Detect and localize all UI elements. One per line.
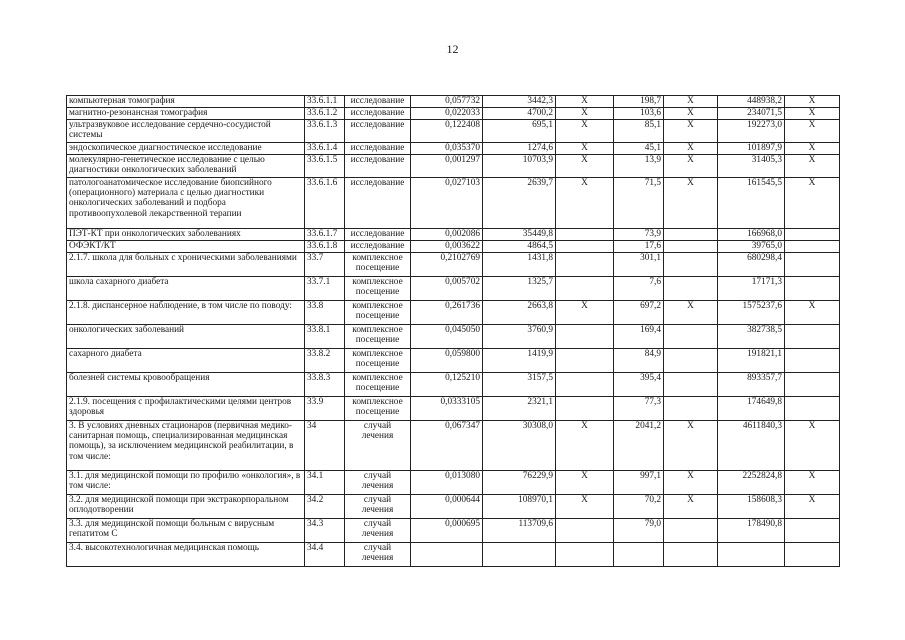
table-row xyxy=(67,229,840,241)
row-code: 34.3 xyxy=(305,519,345,543)
row-x-mark: X xyxy=(556,143,614,155)
row-unit: комплексное посещение xyxy=(345,325,411,349)
table-row xyxy=(67,373,840,397)
row-name: 2.1.9. посещения с профилактическими целями центров здоровья xyxy=(67,397,305,421)
row-name: патологоанатомическое исследование биопсийного (операционного) материала с целью диагностики онкологических заболеваний и подбора противоопухолевой лекарственной терапии xyxy=(67,178,305,229)
table-row xyxy=(67,397,840,421)
row-unit: исследование xyxy=(345,155,411,178)
row-code: 33.9 xyxy=(305,397,345,421)
row-name: школа сахарного диабета xyxy=(67,277,305,301)
row-x-mark xyxy=(664,253,718,277)
row-x-mark xyxy=(785,241,840,253)
row-cost: 3760,9 xyxy=(483,325,556,349)
row-x-mark: X xyxy=(664,120,718,143)
row-x-mark: X xyxy=(664,143,718,155)
row-norm: 0,005702 xyxy=(411,277,483,301)
row-norm: 0,013080 xyxy=(411,471,483,495)
row-x-mark: X xyxy=(664,108,718,120)
table-row xyxy=(67,143,840,155)
row-unit: исследование xyxy=(345,241,411,253)
row-volume: 198,7 xyxy=(614,96,664,108)
row-x-mark xyxy=(664,277,718,301)
row-volume: 77,3 xyxy=(614,397,664,421)
table-row xyxy=(67,301,840,325)
row-x-mark: X xyxy=(556,96,614,108)
row-x-mark: X xyxy=(785,178,840,229)
row-x-mark xyxy=(556,253,614,277)
row-name: онкологических заболеваний xyxy=(67,325,305,349)
row-norm: 0,125210 xyxy=(411,373,483,397)
row-volume: 79,0 xyxy=(614,519,664,543)
table-row xyxy=(67,108,840,120)
row-name: 3.1. для медицинской помощи по профилю «онкология», в том числе: xyxy=(67,471,305,495)
row-x-mark: X xyxy=(785,108,840,120)
row-x-mark: X xyxy=(785,120,840,143)
row-cost: 1431,8 xyxy=(483,253,556,277)
row-volume xyxy=(614,543,664,567)
row-x-mark: X xyxy=(785,96,840,108)
row-name: болезней системы кровообращения xyxy=(67,373,305,397)
row-total: 39765,0 xyxy=(718,241,785,253)
row-unit: комплексное посещение xyxy=(345,397,411,421)
row-x-mark xyxy=(556,543,614,567)
row-x-mark: X xyxy=(664,178,718,229)
row-unit: случай лечения xyxy=(345,495,411,519)
row-cost: 2663,8 xyxy=(483,301,556,325)
row-unit: исследование xyxy=(345,229,411,241)
row-total: 1575237,6 xyxy=(718,301,785,325)
row-norm: 0,059800 xyxy=(411,349,483,373)
row-cost: 1274,6 xyxy=(483,143,556,155)
row-norm: 0,122408 xyxy=(411,120,483,143)
row-x-mark xyxy=(556,349,614,373)
row-norm: 0,261736 xyxy=(411,301,483,325)
row-cost: 30308,0 xyxy=(483,421,556,471)
row-norm: 0,022033 xyxy=(411,108,483,120)
row-cost: 2321,1 xyxy=(483,397,556,421)
table-row xyxy=(67,253,840,277)
row-name: 3.2. для медицинской помощи при экстракорпоральном оплодотворении xyxy=(67,495,305,519)
row-x-mark xyxy=(556,229,614,241)
row-cost: 3157,5 xyxy=(483,373,556,397)
row-total: 234071,5 xyxy=(718,108,785,120)
row-name: ОФЭКТ/КТ xyxy=(67,241,305,253)
row-total: 448938,2 xyxy=(718,96,785,108)
row-unit: комплексное посещение xyxy=(345,301,411,325)
row-norm: 0,035370 xyxy=(411,143,483,155)
row-name: эндоскопическое диагностическое исследование xyxy=(67,143,305,155)
row-unit: исследование xyxy=(345,108,411,120)
row-x-mark xyxy=(556,277,614,301)
row-norm: 0,002086 xyxy=(411,229,483,241)
row-volume: 84,9 xyxy=(614,349,664,373)
row-volume: 997,1 xyxy=(614,471,664,495)
row-x-mark: X xyxy=(664,471,718,495)
row-name: ПЭТ-КТ при онкологических заболеваниях xyxy=(67,229,305,241)
row-code: 33.8.3 xyxy=(305,373,345,397)
table-row xyxy=(67,495,840,519)
row-x-mark: X xyxy=(785,301,840,325)
row-x-mark xyxy=(785,519,840,543)
row-total: 17171,3 xyxy=(718,277,785,301)
row-total: 192273,0 xyxy=(718,120,785,143)
row-cost: 10703,9 xyxy=(483,155,556,178)
row-total: 191821,1 xyxy=(718,349,785,373)
row-name: сахарного диабета xyxy=(67,349,305,373)
table-row xyxy=(67,421,840,471)
row-x-mark xyxy=(664,349,718,373)
table-row xyxy=(67,471,840,495)
row-x-mark xyxy=(664,543,718,567)
row-code: 34.4 xyxy=(305,543,345,567)
row-unit: случай лечения xyxy=(345,471,411,495)
row-x-mark: X xyxy=(556,120,614,143)
row-x-mark xyxy=(556,397,614,421)
row-x-mark: X xyxy=(785,495,840,519)
row-name: 2.1.8. диспансерное наблюдение, в том числе по поводу: xyxy=(67,301,305,325)
row-total xyxy=(718,543,785,567)
row-name: ультразвуковое исследование сердечно-сосудистой системы xyxy=(67,120,305,143)
table-row xyxy=(67,325,840,349)
row-name: молекулярно-генетическое исследование с целью диагностики онкологических заболеваний xyxy=(67,155,305,178)
row-x-mark xyxy=(664,373,718,397)
row-x-mark: X xyxy=(785,155,840,178)
row-name: компьютерная томография xyxy=(67,96,305,108)
row-cost: 695,1 xyxy=(483,120,556,143)
table-row xyxy=(67,155,840,178)
row-total: 158608,3 xyxy=(718,495,785,519)
row-cost: 1325,7 xyxy=(483,277,556,301)
row-unit: комплексное посещение xyxy=(345,373,411,397)
row-volume: 103,6 xyxy=(614,108,664,120)
row-volume: 697,2 xyxy=(614,301,664,325)
row-unit: исследование xyxy=(345,120,411,143)
row-unit: комплексное посещение xyxy=(345,349,411,373)
row-total: 382738,5 xyxy=(718,325,785,349)
row-x-mark: X xyxy=(556,471,614,495)
row-code: 34.1 xyxy=(305,471,345,495)
row-norm: 0,067347 xyxy=(411,421,483,471)
row-norm: 0,0333105 xyxy=(411,397,483,421)
row-x-mark: X xyxy=(664,155,718,178)
row-unit: случай лечения xyxy=(345,421,411,471)
row-x-mark: X xyxy=(785,143,840,155)
row-total: 893357,7 xyxy=(718,373,785,397)
row-cost: 4864,5 xyxy=(483,241,556,253)
row-norm: 0,2102769 xyxy=(411,253,483,277)
row-total: 4611840,3 xyxy=(718,421,785,471)
row-volume: 17,6 xyxy=(614,241,664,253)
row-x-mark: X xyxy=(556,155,614,178)
row-x-mark xyxy=(664,241,718,253)
row-unit: комплексное посещение xyxy=(345,253,411,277)
row-x-mark xyxy=(785,229,840,241)
row-unit: комплексное посещение xyxy=(345,277,411,301)
row-unit: случай лечения xyxy=(345,519,411,543)
row-cost: 4700,2 xyxy=(483,108,556,120)
row-x-mark xyxy=(556,519,614,543)
page-number: 12 xyxy=(446,42,459,56)
row-x-mark xyxy=(785,397,840,421)
row-name: магнитно-резонансная томография xyxy=(67,108,305,120)
table-row xyxy=(67,96,840,108)
row-x-mark: X xyxy=(556,108,614,120)
row-unit: исследование xyxy=(345,178,411,229)
row-norm: 0,027103 xyxy=(411,178,483,229)
row-x-mark xyxy=(664,229,718,241)
row-code: 33.6.1.8 xyxy=(305,241,345,253)
row-norm: 0,000644 xyxy=(411,495,483,519)
row-x-mark xyxy=(785,543,840,567)
table-row xyxy=(67,120,840,143)
row-code: 33.6.1.6 xyxy=(305,178,345,229)
row-total: 680298,4 xyxy=(718,253,785,277)
row-x-mark xyxy=(785,373,840,397)
row-cost: 76229,9 xyxy=(483,471,556,495)
row-code: 33.6.1.4 xyxy=(305,143,345,155)
row-norm: 0,045050 xyxy=(411,325,483,349)
row-total: 174649,8 xyxy=(718,397,785,421)
row-x-mark xyxy=(664,519,718,543)
table-row xyxy=(67,277,840,301)
row-norm: 0,001297 xyxy=(411,155,483,178)
table-row xyxy=(67,241,840,253)
row-x-mark: X xyxy=(664,495,718,519)
row-x-mark: X xyxy=(785,421,840,471)
row-x-mark xyxy=(785,253,840,277)
row-cost: 35449,8 xyxy=(483,229,556,241)
row-x-mark xyxy=(556,325,614,349)
row-volume: 2041,2 xyxy=(614,421,664,471)
row-cost: 3442,3 xyxy=(483,96,556,108)
row-cost xyxy=(483,543,556,567)
row-norm: 0,003622 xyxy=(411,241,483,253)
table-row xyxy=(67,543,840,567)
row-x-mark: X xyxy=(556,495,614,519)
row-total: 101897,9 xyxy=(718,143,785,155)
row-name: 3.3. для медицинской помощи больным с вирусным гепатитом С xyxy=(67,519,305,543)
row-name: 3.4. высокотехнологичная медицинская помощь xyxy=(67,543,305,567)
row-total: 31405,3 xyxy=(718,155,785,178)
row-volume: 71,5 xyxy=(614,178,664,229)
row-norm: 0,057732 xyxy=(411,96,483,108)
row-x-mark xyxy=(664,325,718,349)
tariff-table xyxy=(66,95,840,567)
row-total: 161545,5 xyxy=(718,178,785,229)
row-volume: 395,4 xyxy=(614,373,664,397)
row-code: 33.6.1.3 xyxy=(305,120,345,143)
row-x-mark: X xyxy=(556,178,614,229)
row-x-mark xyxy=(785,277,840,301)
row-cost: 2639,7 xyxy=(483,178,556,229)
row-code: 33.6.1.2 xyxy=(305,108,345,120)
row-x-mark: X xyxy=(556,301,614,325)
row-volume: 169,4 xyxy=(614,325,664,349)
row-total: 2252824,8 xyxy=(718,471,785,495)
row-code: 33.6.1.5 xyxy=(305,155,345,178)
row-cost: 1419,9 xyxy=(483,349,556,373)
row-code: 33.7.1 xyxy=(305,277,345,301)
row-x-mark xyxy=(556,241,614,253)
row-code: 33.6.1.7 xyxy=(305,229,345,241)
row-x-mark: X xyxy=(785,471,840,495)
row-name: 2.1.7. школа для больных с хроническими заболеваниями xyxy=(67,253,305,277)
row-code: 33.8 xyxy=(305,301,345,325)
row-total: 178490,8 xyxy=(718,519,785,543)
table-row xyxy=(67,519,840,543)
row-code: 33.6.1.1 xyxy=(305,96,345,108)
row-cost: 113709,6 xyxy=(483,519,556,543)
row-volume: 85,1 xyxy=(614,120,664,143)
row-volume: 73,9 xyxy=(614,229,664,241)
row-unit: исследование xyxy=(345,96,411,108)
row-x-mark: X xyxy=(556,421,614,471)
table-row xyxy=(67,349,840,373)
row-x-mark: X xyxy=(664,96,718,108)
row-x-mark: X xyxy=(664,301,718,325)
row-unit: случай лечения xyxy=(345,543,411,567)
row-x-mark xyxy=(556,373,614,397)
row-code: 33.8.1 xyxy=(305,325,345,349)
row-name: 3. В условиях дневных стационаров (первичная медико-санитарная помощь, специализированная медицинская помощь), за исключением медицинской реабилитации, в том числе: xyxy=(67,421,305,471)
row-code: 34.2 xyxy=(305,495,345,519)
row-x-mark xyxy=(785,325,840,349)
row-x-mark: X xyxy=(664,421,718,471)
row-unit: исследование xyxy=(345,143,411,155)
row-code: 33.8.2 xyxy=(305,349,345,373)
row-cost: 108970,1 xyxy=(483,495,556,519)
row-volume: 70,2 xyxy=(614,495,664,519)
row-x-mark xyxy=(785,349,840,373)
row-x-mark xyxy=(664,397,718,421)
row-total: 166968,0 xyxy=(718,229,785,241)
row-volume: 301,1 xyxy=(614,253,664,277)
row-code: 34 xyxy=(305,421,345,471)
row-norm xyxy=(411,543,483,567)
row-volume: 7,6 xyxy=(614,277,664,301)
table-row xyxy=(67,178,840,229)
row-norm: 0,000695 xyxy=(411,519,483,543)
row-volume: 13,9 xyxy=(614,155,664,178)
row-volume: 45,1 xyxy=(614,143,664,155)
row-code: 33.7 xyxy=(305,253,345,277)
